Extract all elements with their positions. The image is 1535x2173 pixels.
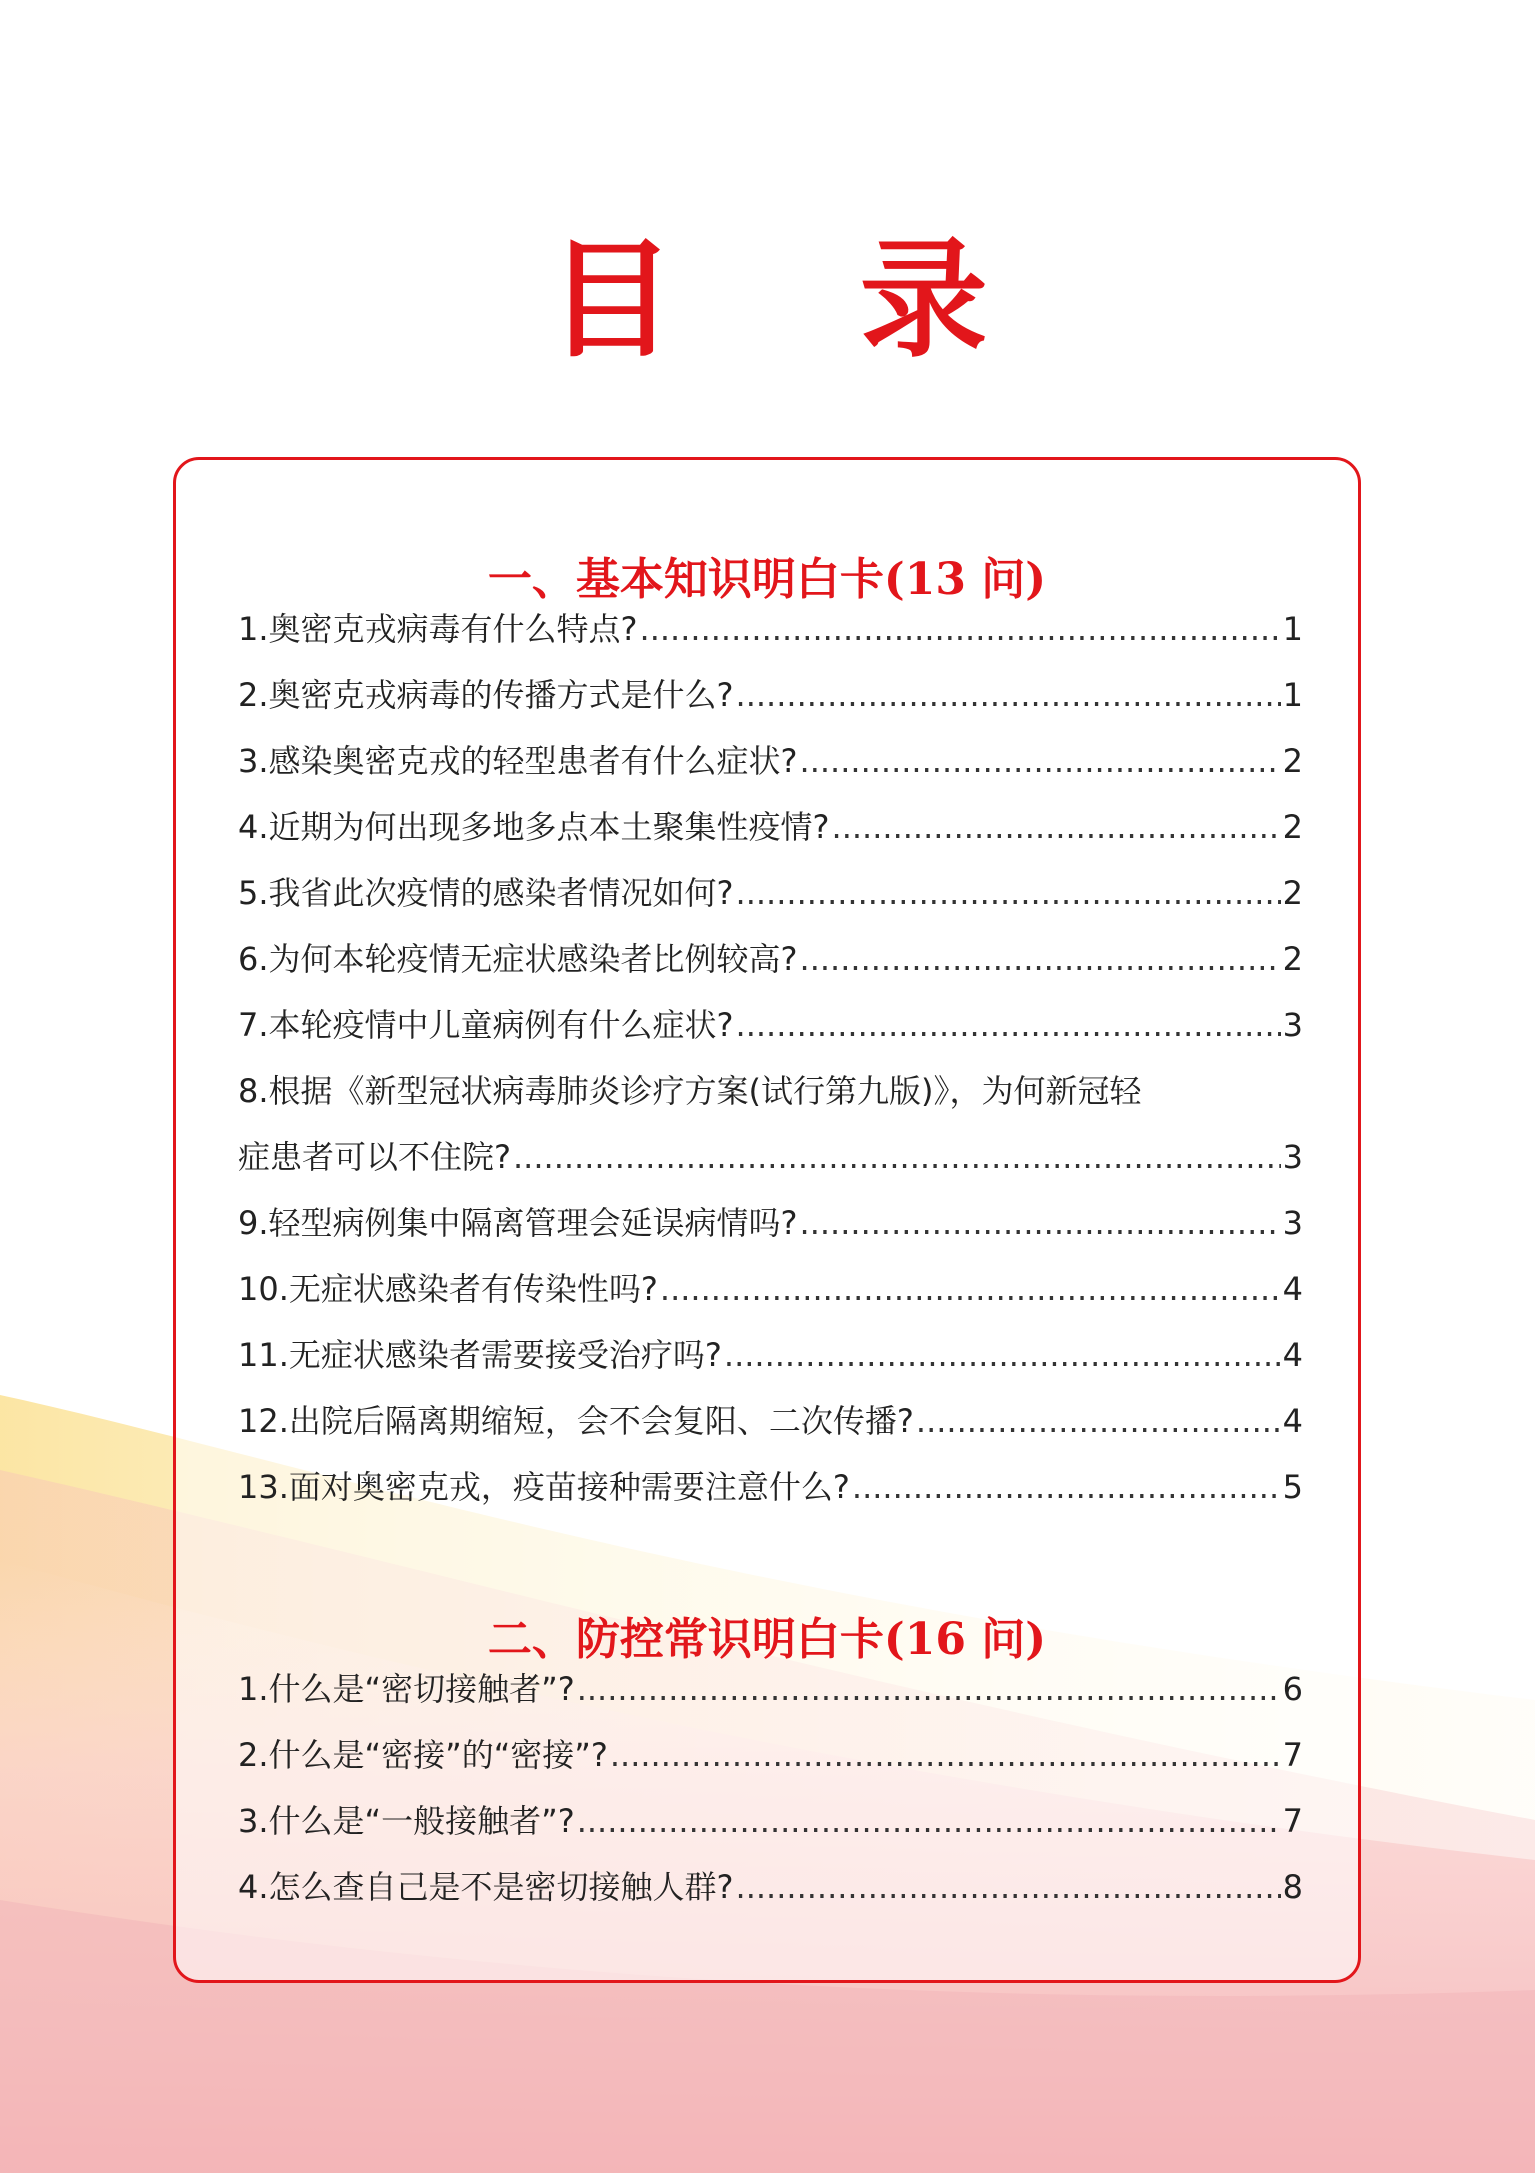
toc-entry-text: 6.为何本轮疫情无症状感染者比例较高? <box>238 940 798 978</box>
toc-entry-text: 7.本轮疫情中儿童病例有什么症状? <box>238 1006 734 1044</box>
toc-entry[interactable] <box>238 1663 1303 1715</box>
toc-entry-text: 12.出院后隔离期缩短，会不会复阳、二次传播? <box>238 1402 914 1440</box>
section-title: 一、基本知识明白卡(13 问) <box>487 554 1047 605</box>
toc-entry-text: 症患者可以不住院? <box>238 1138 511 1176</box>
toc-entry[interactable] <box>238 669 1303 721</box>
dot-leader <box>736 1861 1281 1913</box>
toc-entry-page-number: 2 <box>1282 940 1303 978</box>
toc-entry-text: 5.我省此次疫情的感染者情况如何? <box>238 874 734 912</box>
dot-leader <box>640 603 1281 655</box>
dot-leader <box>800 933 1281 985</box>
dot-leader <box>852 1461 1281 1513</box>
toc-entry-text: 1.奥密克戎病毒有什么特点? <box>238 610 638 648</box>
dot-leader <box>577 1795 1281 1847</box>
toc-entry[interactable] <box>238 735 1303 787</box>
dot-leader <box>513 1131 1281 1183</box>
toc-entry-page-number: 4 <box>1282 1336 1303 1374</box>
toc-entry[interactable] <box>238 1795 1303 1847</box>
toc-entry-page-number: 3 <box>1282 1204 1303 1242</box>
dot-leader <box>660 1263 1281 1315</box>
toc-entry-text: 11.无症状感染者需要接受治疗吗? <box>238 1336 722 1374</box>
page-title: 目 录 <box>547 225 1058 375</box>
dot-leader <box>800 1197 1281 1249</box>
toc-entry-text: 10.无症状感染者有传染性吗? <box>238 1270 658 1308</box>
dot-leader <box>724 1329 1281 1381</box>
toc-entry-page-number: 2 <box>1282 742 1303 780</box>
dot-leader <box>736 867 1281 919</box>
toc-entry[interactable] <box>238 603 1303 655</box>
toc-entry[interactable] <box>238 1729 1303 1781</box>
toc-entry-page-number: 1 <box>1282 676 1303 714</box>
toc-entry[interactable] <box>238 1461 1303 1513</box>
toc-entry-text: 3.感染奥密克戎的轻型患者有什么症状? <box>238 742 798 780</box>
toc-entry[interactable] <box>238 1065 1303 1183</box>
toc-entry-text: 3.什么是“一般接触者”? <box>238 1802 575 1840</box>
toc-entry-page-number: 2 <box>1282 874 1303 912</box>
table-of-contents <box>173 457 1361 1983</box>
toc-entry-page-number: 3 <box>1282 1138 1303 1176</box>
section-title: 二、防控常识明白卡(16 问) <box>487 1614 1047 1665</box>
dot-leader <box>736 669 1281 721</box>
toc-entry-page-number: 4 <box>1282 1270 1303 1308</box>
toc-entry[interactable] <box>238 1263 1303 1315</box>
toc-entry-text: 1.什么是“密切接触者”? <box>238 1670 575 1708</box>
toc-entry-page-number: 5 <box>1282 1468 1303 1506</box>
toc-entry-page-number: 8 <box>1282 1868 1303 1906</box>
toc-entry-text: 13.面对奥密克戎，疫苗接种需要注意什么? <box>238 1468 850 1506</box>
toc-entry-text: 2.奥密克戎病毒的传播方式是什么? <box>238 676 734 714</box>
toc-entry-page-number: 7 <box>1282 1736 1303 1774</box>
toc-entry-page-number: 4 <box>1282 1402 1303 1440</box>
toc-entry-text: 9.轻型病例集中隔离管理会延误病情吗? <box>238 1204 798 1242</box>
toc-entry[interactable] <box>238 933 1303 985</box>
dot-leader <box>736 999 1281 1051</box>
toc-entry-text: 2.什么是“密接”的“密接”? <box>238 1736 608 1774</box>
toc-entry[interactable] <box>238 1197 1303 1249</box>
toc-entry[interactable] <box>238 1395 1303 1447</box>
toc-entry-page-number: 7 <box>1282 1802 1303 1840</box>
dot-leader <box>577 1663 1281 1715</box>
dot-leader <box>832 801 1281 853</box>
toc-entry-text: 4.怎么查自己是不是密切接触人群? <box>238 1868 734 1906</box>
toc-entry[interactable] <box>238 999 1303 1051</box>
toc-entry-text: 4.近期为何出现多地多点本土聚集性疫情? <box>238 808 830 846</box>
toc-entry[interactable] <box>238 801 1303 853</box>
toc-entry-text-line1: 8.根据《新型冠状病毒肺炎诊疗方案(试行第九版)》，为何新冠轻 <box>238 1072 1142 1110</box>
toc-entry-page-number: 3 <box>1282 1006 1303 1044</box>
toc-entry-page-number: 1 <box>1282 610 1303 648</box>
dot-leader <box>800 735 1281 787</box>
toc-entry[interactable] <box>238 1329 1303 1381</box>
dot-leader <box>916 1395 1281 1447</box>
toc-entry[interactable] <box>238 1861 1303 1913</box>
toc-entry-page-number: 2 <box>1282 808 1303 846</box>
toc-entry-page-number: 6 <box>1282 1670 1303 1708</box>
dot-leader <box>610 1729 1281 1781</box>
toc-entry[interactable] <box>238 867 1303 919</box>
